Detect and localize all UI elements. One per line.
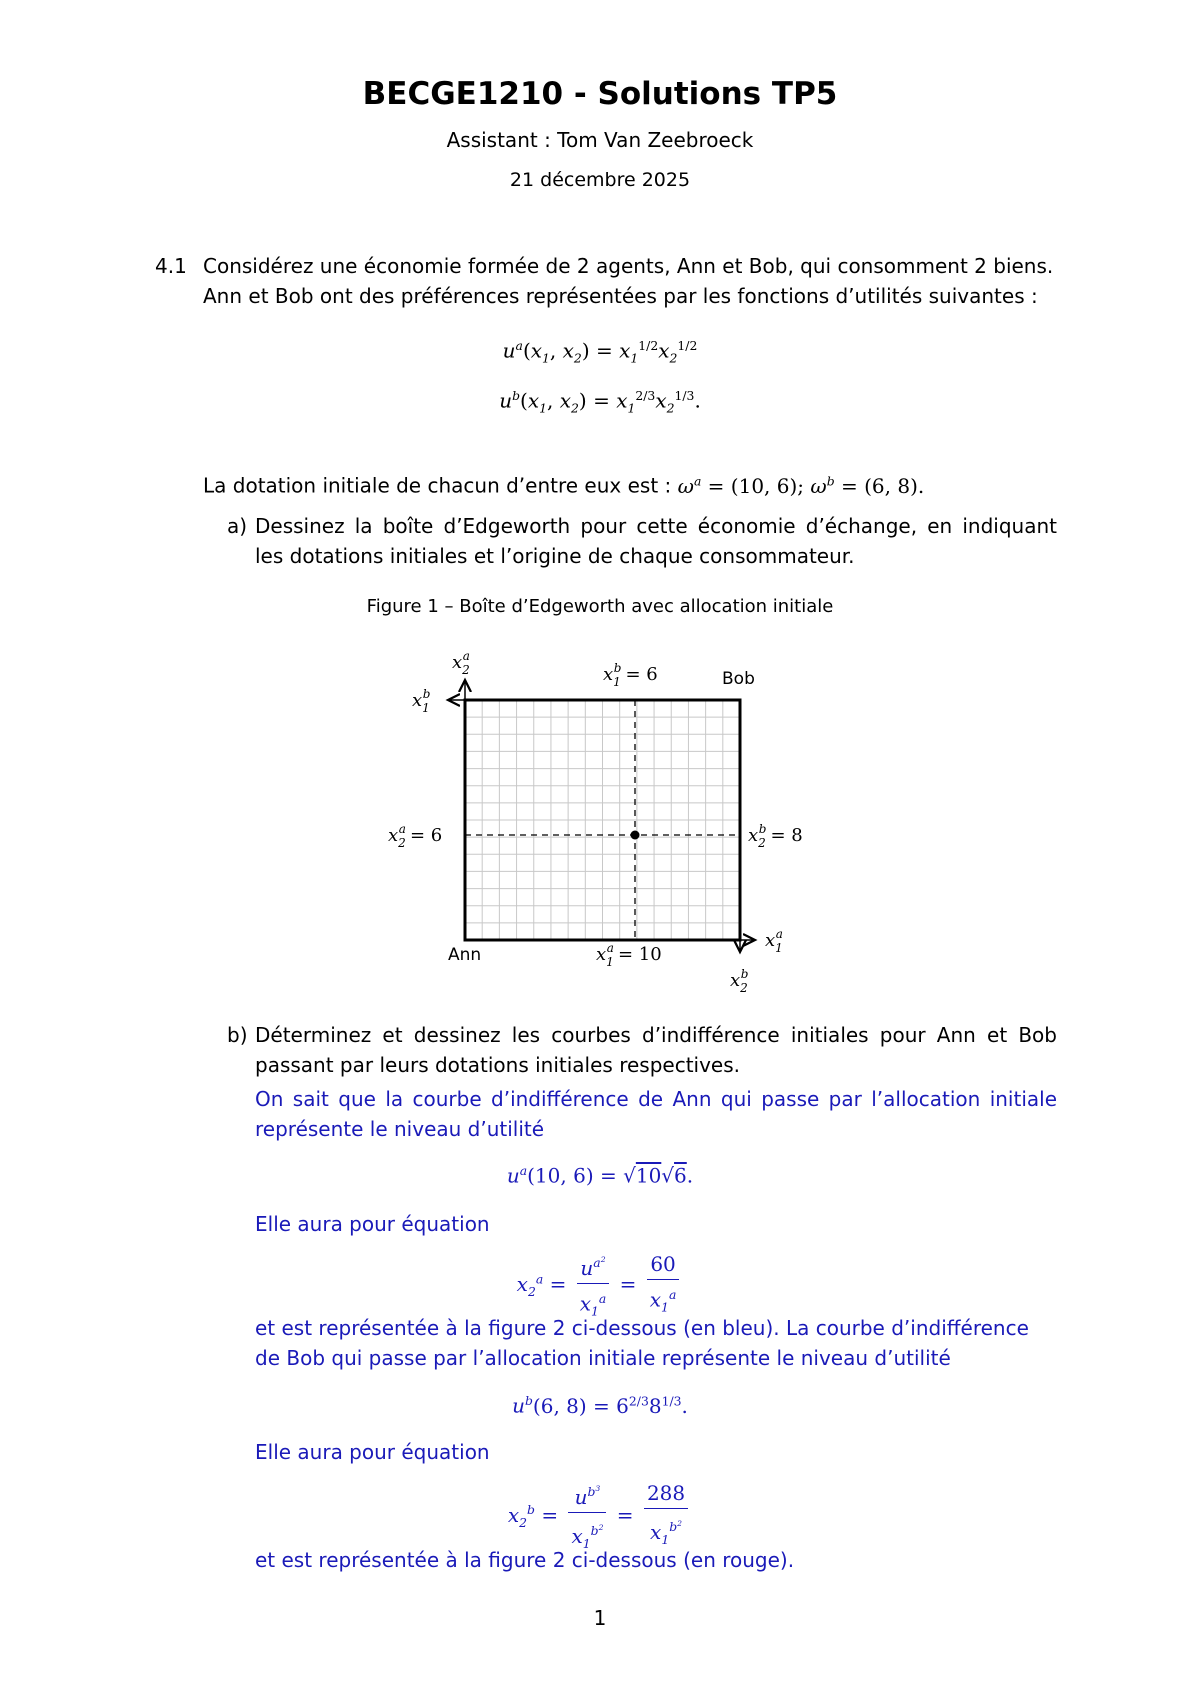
- ann-origin-label: Ann: [448, 945, 482, 965]
- question-a-text: Dessinez la boîte d’Edgeworth pour cette économie d’échange, en indiquant les dotations initiales et l’origine de chaque consommateur.: [255, 514, 1057, 568]
- edgeworth-box-figure: [370, 640, 830, 1010]
- endowment-point: [631, 831, 640, 840]
- exercise-number: 4.1: [155, 254, 187, 278]
- ann-x2-endowment-label: $x_2a = 6$: [388, 822, 443, 850]
- ann-indifference-curve-equation: $x_2^a$ = $\frac{u^{a^2}}{x_1^a}$ = $\frac{60}{x_1^a}$: [0, 1245, 1200, 1326]
- ann-equation-label: Elle aura pour équation: [255, 1212, 490, 1236]
- bob-utility-value-equation: $u^b(6$, $8) = 6^{2/3}8^{1/3}$.: [512, 1393, 688, 1418]
- bob-x1-endowment-label: $x_1b = 6$: [603, 661, 658, 689]
- ann-x1-axis-label: $x_1a$: [765, 927, 783, 955]
- bob-x2-axis-label: $x_2b$: [730, 967, 749, 995]
- bob-x1-axis-label: $x_1b$: [412, 687, 431, 715]
- bob-indifference-curve-equation: $x_2^b$ = $\frac{u^{b^3}}{x_1^{b^2}}$ = $\frac{288}{x_1^{b^2}}$: [0, 1474, 1200, 1559]
- endowment-statement: [203, 466, 1083, 501]
- page-number: 1: [593, 1606, 607, 1630]
- bob-curve-numerator: 288: [644, 1478, 688, 1509]
- endowment-values: $\omega^a = (10$, 6); $\omega^b = (6$, 8).: [677, 473, 925, 498]
- ann-x2-axis-label: $x_2a$: [452, 649, 470, 677]
- question-b: [227, 1020, 1057, 1080]
- utility-ann-equation: $u^a(x_1$, $x_2) = x_1^{1/2}x_2^{1/2}$: [502, 338, 698, 366]
- endowment-text: La dotation initiale de chacun d’entre eux est :: [203, 473, 672, 498]
- ann-x1-endowment-label: $x_1a = 10$: [596, 941, 662, 969]
- solution-bob-utility-text: et est représentée à la figure 2 ci-dessous (en bleu). La courbe d’indifférence de Bob qui passe par l’allocation initiale représente le niveau d’utilité: [255, 1316, 1029, 1370]
- document-author: Assistant : Tom Van Zeebroeck: [446, 128, 754, 152]
- bob-origin-label: Bob: [722, 669, 755, 689]
- bob-equation-label: Elle aura pour équation: [255, 1440, 490, 1464]
- exercise-text: Considérez une économie formée de 2 agents, Ann et Bob, qui consomment 2 biens. Ann et Bob ont des préférences représentées par les fonctions d’utilités suivantes :: [203, 254, 1054, 308]
- question-b-label: b): [227, 1023, 248, 1047]
- utility-bob-equation: $u^b(x_1$, $x_2) = x_1^{2/3}x_2^{1/3}$.: [499, 388, 701, 416]
- question-a: [227, 511, 1057, 571]
- figure-caption: Figure 1 – Boîte d’Edgeworth avec allocation initiale: [366, 596, 834, 617]
- solution-ann-utility-text: On sait que la courbe d’indifférence de Ann qui passe par l’allocation initiale représente le niveau d’utilité: [255, 1087, 1057, 1141]
- question-b-text: Déterminez et dessinez les courbes d’indifférence initiales pour Ann et Bob passant par leurs dotations initiales respectives.: [255, 1023, 1057, 1077]
- document-date: 21 décembre 2025: [509, 169, 691, 191]
- solution-bob-curve-text: et est représentée à la figure 2 ci-dessous (en rouge).: [255, 1548, 795, 1572]
- ann-curve-numerator: 60: [647, 1249, 680, 1280]
- exercise-statement: [155, 251, 1055, 311]
- ann-utility-value-equation: $u^a(10$, 6) = √10√6.: [506, 1163, 694, 1188]
- question-a-label: a): [227, 514, 248, 538]
- document-title: BECGE1210 - Solutions TP5: [362, 76, 838, 112]
- grid: [465, 700, 740, 940]
- bob-x2-endowment-label: $x_2b = 8$: [748, 822, 803, 850]
